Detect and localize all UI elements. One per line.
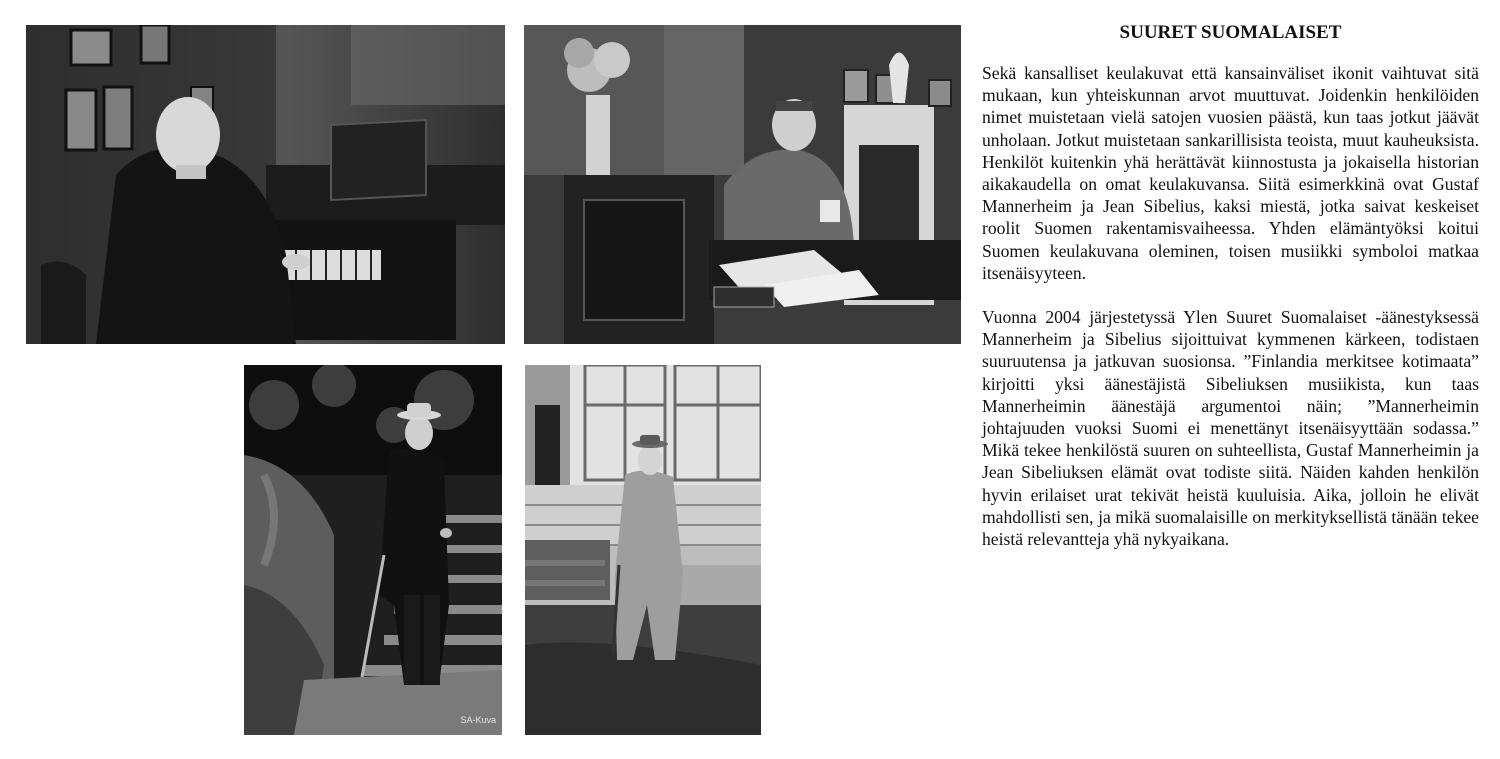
article-text-column	[982, 20, 1479, 550]
photo-watermark: SA-Kuva	[460, 715, 496, 725]
photo-officer-at-desk	[524, 25, 961, 344]
article-paragraph-2: Vuonna 2004 järjestetyssä Ylen Suuret Suomalaiset -äänestyksessä Mannerheim ja Sibelius sijoittuivat kymmenen kärkeen, todistaen suuruutensa ja jatkuvan suosionsa. ”Finlandia merkitsee kotimaata” kirjoitti yksi äänestäjistä Sibeliuksen musiikista, kun taas Mannerheimin äänestäjä argumentoi näin; ”Mannerheimin johtajuuden vuoksi Suomi ei menettänyt itsenäisyyttään sodassa.” Mikä tekee henkilöstä suuren on suhteellista, Gustaf Mannerheimin ja Jean Sibeliuksen elämät ovat todiste siitä. Näiden kahden henkilön hyvin erilaiset urat tekivät heistä kuuluisia. Aika, jolloin he elivät mahdollisti sen, ja mikä suomalaisille on merkityksellistä tänään tekee heistä relevantteja yhä nykyaikana.	[982, 307, 1479, 550]
photo-man-on-steps-icon	[244, 365, 502, 735]
photo-man-on-steps	[244, 365, 502, 735]
photo-officer-at-desk-icon	[524, 25, 961, 344]
photo-man-at-piano-icon	[26, 25, 505, 344]
photo-man-by-porch	[525, 365, 761, 735]
photo-man-at-piano	[26, 25, 505, 344]
page-title: SUURET SUOMALAISET	[1119, 22, 1342, 43]
photo-man-by-porch-icon	[525, 365, 761, 735]
article-paragraph-1: Sekä kansalliset keulakuvat että kansainväliset ikonit vaihtuvat sitä mukaan, kun yhteiskunnan arvot muuttuvat. Joidenkin henkilöiden nimet muistetaan vielä satojen vuosien päästä, kun taas jotkut jäävät unholaan. Jotkut muistetaan sankarillisista teoista, muut kauheuksista. Henkilöt kuitenkin yhä herättävät kiinnostusta ja jokaisella historian aikakaudella on omat keulakuvansa. Siitä esimerkkinä ovat Gustaf Mannerheim ja Jean Sibelius, kaksi miestä, jotka saivat keskeiset roolit Suomen rakentamisvaiheessa. Yhden elämäntyöksi koitui Suomen keulakuvana oleminen, toisen musiikki symboloi matkaa itsenäisyyteen.	[982, 63, 1479, 283]
